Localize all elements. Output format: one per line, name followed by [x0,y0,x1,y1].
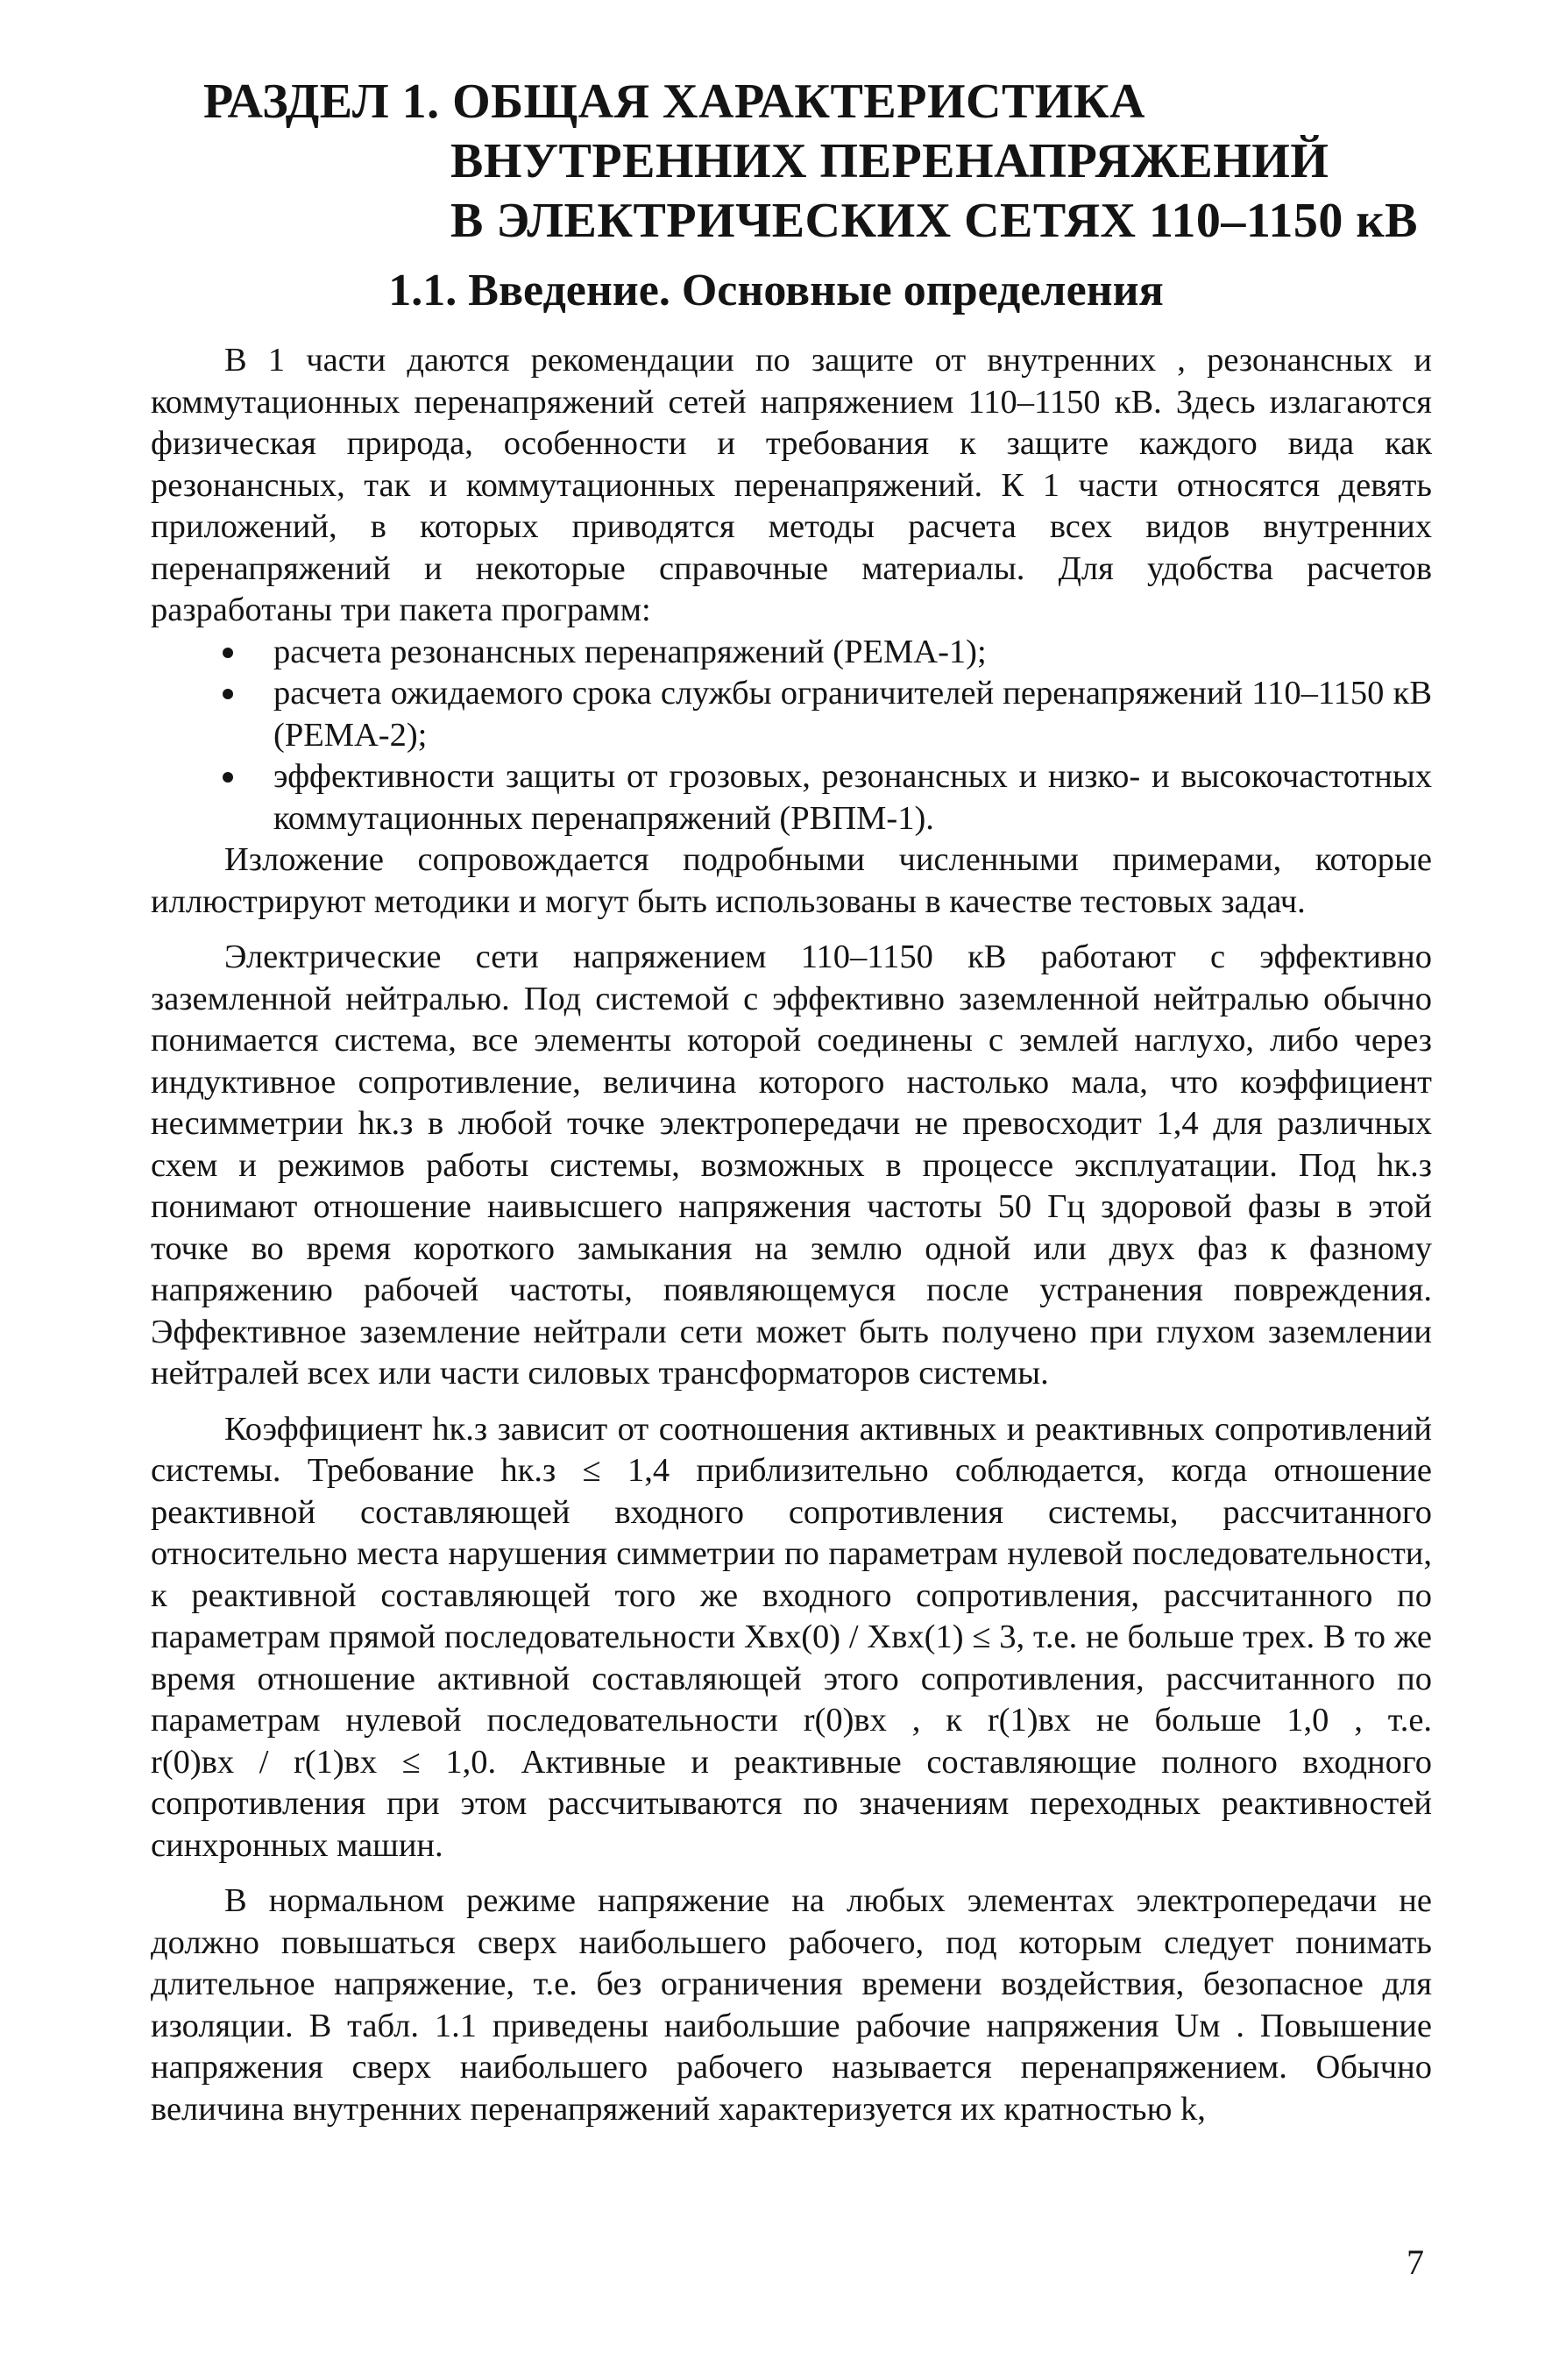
paragraph-coefficient-part-1: Коэффициент hк.з зависит от соотношения активных и реактивных сопротивлений системы. Требование hк.з ≤ 1,4 приблизительно соблюдается, когда отношение реактивной составляющей входного сопротивления системы, рассчитанного относительно места нарушения симметрии по параметрам нулевой последовательности, к реактивной составляющей того же входного сопротивления, рассчитанного по параметрам прямой последовательности [151,1410,1432,1655]
list-item [151,756,1432,839]
list-item-text: расчета резонансных перенапряжений (РЕМА-1); [273,633,987,670]
paragraph-intro: В 1 части даются рекомендации по защите от внутренних , резонансных и коммутационных перенапряжений сетей напряжением 110–1150 кВ. Здесь излагаются физическая природа, особенности и требования к защите каждого вида как резонансных, так и коммутационных перенапряжений. К 1 части относятся девять приложений, в которых приводятся методы расчета всех видов внутренних перенапряжений и некоторые справочные материалы. Для удобства расчетов разработаны три пакета программ: [151,342,1432,628]
program-list [151,632,1432,840]
list-item-text: расчета ожидаемого срока службы ограничителей перенапряжений 110–1150 кВ (РЕМА-2); [273,675,1432,754]
formula-resistance-terms: r(0)вх , к r(1)вх [803,1702,1072,1739]
section-title [203,72,1430,251]
subsection-heading: 1.1. Введение. Основные определения [388,266,1164,315]
section-title-line-3: В ЭЛЕКТРИЧЕСКИХ СЕТЯХ 110–1150 кВ [450,194,1418,248]
paragraph-normal-mode: В нормальном режиме напряжение на любых элементах электропередачи не должно повышаться сверх наибольшего рабочего, под которым следует понимать длительное напряжение, т.е. без ограничения времени воздействия, безопасное для изоляции. В табл. 1.1 приведены наибольшие рабочие напряжения Uм . Повышение напряжения сверх наибольшего рабочего называется перенапряжением. Обычно величина внутренних перенапряжений характеризуется их кратностью k, [151,1882,1432,2128]
body-text [151,340,1432,2130]
paragraph-coefficient-part-4: Активные и реактивные составляющие полного входного сопротивления при этом рассчитываются по значениям переходных реактивностей синхронных машин. [151,1743,1433,1864]
page-number: 7 [1407,2242,1424,2282]
list-item-text: эффективности защиты от грозовых, резонансных и низко- и высокочастотных коммутационных перенапряжений (РВПМ-1). [273,758,1432,837]
section-title-line-2: ВНУТРЕННИХ ПЕРЕНАПРЯЖЕНИЙ [450,134,1329,188]
list-item [151,632,1432,674]
paragraph-coefficient-part-2: т.е. не больше трех. В то же время отношение активной составляющей этого сопротивления, рассчитанного по параметрам нулевой последовательности [151,1619,1433,1739]
list-item [151,673,1432,756]
bullet-icon [223,648,233,658]
bullet-icon [223,772,233,783]
paragraph-coefficient [151,1409,1432,1867]
paragraph-coefficient-part-3: не больше 1,0 , т.е. [1095,1702,1433,1739]
section-title-line-1: РАЗДЕЛ 1. ОБЩАЯ ХАРАКТЕРИСТИКА [203,74,1145,129]
bullet-icon [223,689,233,699]
formula-reactance-ratio: Xвх(0) / Xвх(1) ≤ 3, [743,1619,1025,1655]
paragraph-examples: Изложение сопровождается подробными численными примерами, которые иллюстрируют методики и могут быть использованы в качестве тестовых задач. [151,841,1432,920]
formula-resistance-ratio: r(0)вх / r(1)вх ≤ 1,0. [151,1743,497,1781]
paragraph-networks: Электрические сети напряжением 110–1150 кВ работают с эффективно заземленной нейтралью. Под системой с эффективно заземленной нейтралью обычно понимается система, все элементы которой соединены с землей наглухо, либо через индуктивное сопротивление, величина которого настолько мала, что коэффициент несимметрии hк.з в любой точке электропередачи не превосходит 1,4 для различных схем и режимов работы системы, возможных в процессе эксплуатации. Под hк.з понимают отношение наивысшего напряжения частоты 50 Гц здоровой фазы в этой точке во время короткого замыкания на землю одной или двух фаз к фазному напряжению рабочей частоты, появляющемуся после устранения повреждения. Эффективное заземление нейтрали сети может быть получено при глухом заземлении нейтралей всех или части силовых трансформаторов системы. [151,939,1432,1392]
